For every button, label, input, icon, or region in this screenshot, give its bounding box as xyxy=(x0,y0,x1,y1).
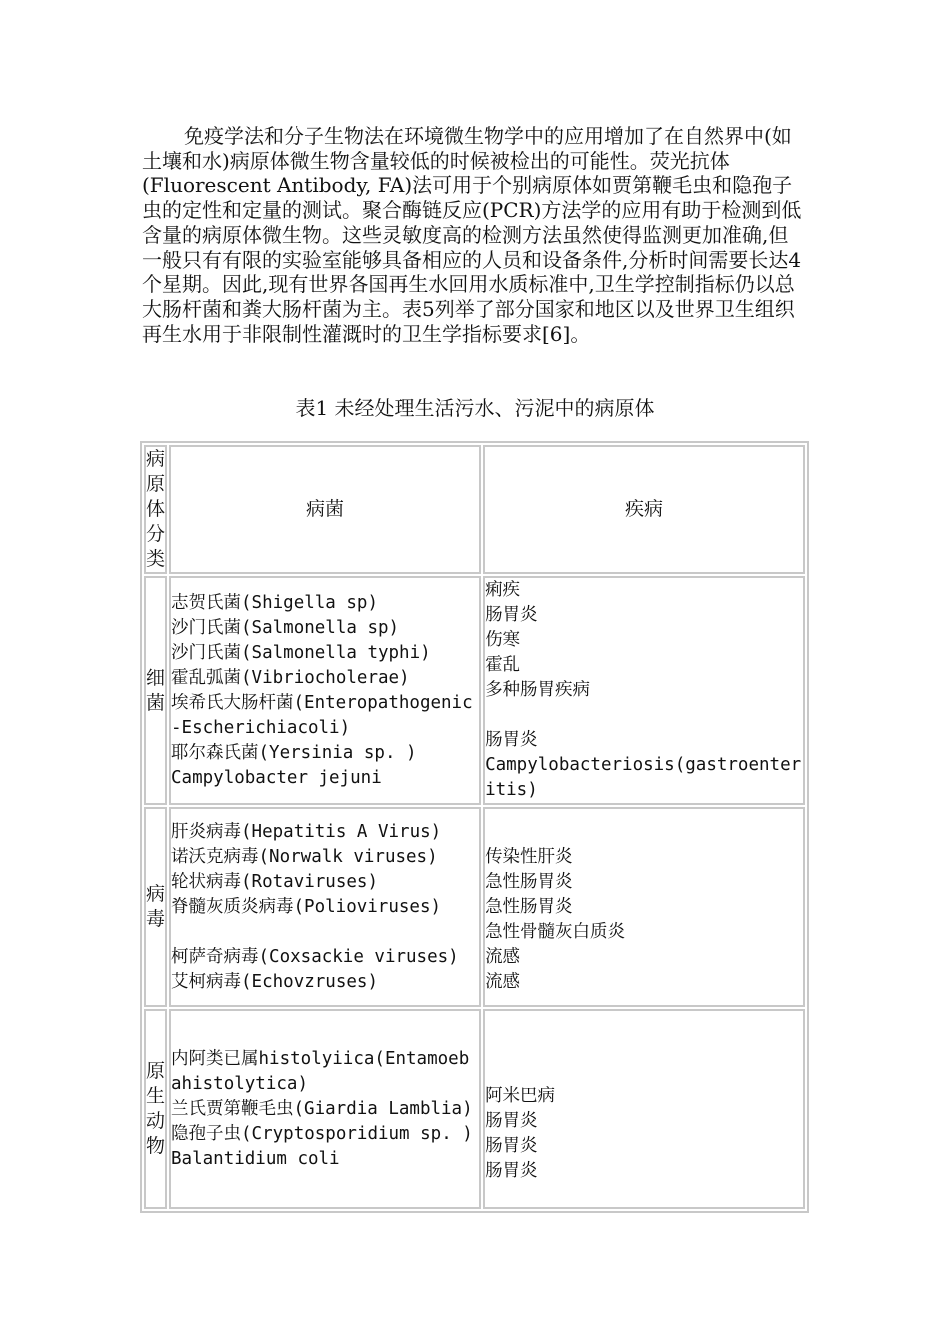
table-header-row xyxy=(144,445,805,574)
list-item: 埃希氏大肠杆菌(Enteropathogenic-Escherichiacoli) xyxy=(171,692,473,738)
list-item: 艾柯病毒(Echovzruses) xyxy=(171,971,378,992)
list-item: 沙门氏菌(Salmonella sp) xyxy=(171,617,400,638)
list-item: 内阿类已属histolyiica(Entamoebahistolytica) xyxy=(171,1048,470,1094)
list-item: 柯萨奇病毒(Coxsackie viruses) xyxy=(171,946,459,967)
list-item: 肠胃炎 xyxy=(485,730,538,750)
list-item: 沙门氏菌(Salmonella typhi) xyxy=(171,642,431,663)
pathogen-list-bacteria xyxy=(169,576,481,805)
list-item: 流感 xyxy=(485,971,521,992)
list-item: 霍乱弧菌(Vibriocholerae) xyxy=(171,667,410,688)
list-item: 肝炎病毒(Hepatitis A Virus) xyxy=(171,821,442,842)
table-row-virus xyxy=(144,807,805,1007)
list-item: 急性骨髓灰白质炎 xyxy=(485,921,626,942)
list-item: Campylobacteriosis(gastroenteritis) xyxy=(485,755,802,800)
list-item: 阿米巴病 xyxy=(485,1086,556,1106)
category-bacteria: 细菌 xyxy=(144,576,167,805)
list-spacer xyxy=(485,703,803,728)
disease-list-protozoa xyxy=(483,1009,805,1209)
list-item: 痢疾 xyxy=(485,580,521,600)
list-item: 耶尔森氏菌(Yersinia sp. ) xyxy=(171,742,417,763)
list-item: 霍乱 xyxy=(485,655,521,675)
list-item: 肠胃炎 xyxy=(485,1111,538,1131)
list-item: 流感 xyxy=(485,946,521,967)
pathogen-table xyxy=(140,441,809,1213)
disease-list-bacteria xyxy=(483,576,805,805)
list-item: 肠胃炎 xyxy=(485,1161,538,1181)
category-virus: 病毒 xyxy=(144,807,167,1007)
list-item: 隐孢子虫(Cryptosporidium sp. ) xyxy=(171,1123,473,1144)
list-item: 急性肠胃炎 xyxy=(485,871,573,892)
list-item: Campylobacter jejuni xyxy=(171,767,382,788)
list-item: 志贺氏菌(Shigella sp) xyxy=(171,592,378,613)
table-row-protozoa xyxy=(144,1009,805,1209)
list-item: 肠胃炎 xyxy=(485,605,538,625)
header-category: 病原体分类 xyxy=(144,445,167,574)
header-pathogen: 病菌 xyxy=(169,445,481,574)
list-item: 脊髓灰质炎病毒(Polioviruses) xyxy=(171,896,442,917)
list-spacer xyxy=(171,920,479,945)
list-item: 轮状病毒(Rotaviruses) xyxy=(171,871,378,892)
list-item: 伤寒 xyxy=(485,630,521,650)
header-disease: 疾病 xyxy=(483,445,805,574)
list-item: 肠胃炎 xyxy=(485,1136,538,1156)
body-paragraph: 免疫学法和分子生物法在环境微生物学中的应用增加了在自然界中(如土壤和水)病原体微生物含量较低的时候被检出的可能性。荧光抗体(Fluorescent Antibody, FA)法可用于个别病原体如贾第鞭毛虫和隐孢子虫的定性和定量的测试。聚合酶链反应(PCR)方法学的应用有助于检测到低含量的病原体微生物。这些灵敏度高的检测方法虽然使得监测更加准确,但一般只有有限的实验室能够具备相应的人员和设备条件,分析时间需要长达4个星期。因此,现有世界各国再生水回用水质标准中,卫生学控制指标仍以总大肠杆菌和粪大肠杆菌为主。表5列举了部分国家和地区以及世界卫生组织再生水用于非限制性灌溉时的卫生学指标要求[6]。 xyxy=(142,124,802,346)
list-item: 诺沃克病毒(Norwalk viruses) xyxy=(171,846,438,867)
category-protozoa: 原生动物 xyxy=(144,1009,167,1209)
pathogen-list-protozoa xyxy=(169,1009,481,1209)
pathogen-list-virus xyxy=(169,807,481,1007)
table-caption: 表1 未经处理生活污水、污泥中的病原体 xyxy=(295,396,655,420)
list-item: 兰氏贾第鞭毛虫(Giardia Lamblia) xyxy=(171,1098,473,1119)
list-item: Balantidium coli xyxy=(171,1148,340,1169)
table-row-bacteria xyxy=(144,576,805,805)
list-item: 急性肠胃炎 xyxy=(485,896,573,917)
disease-list-virus xyxy=(483,807,805,1007)
list-item: 传染性肝炎 xyxy=(485,846,573,867)
list-item: 多种肠胃疾病 xyxy=(485,680,591,700)
